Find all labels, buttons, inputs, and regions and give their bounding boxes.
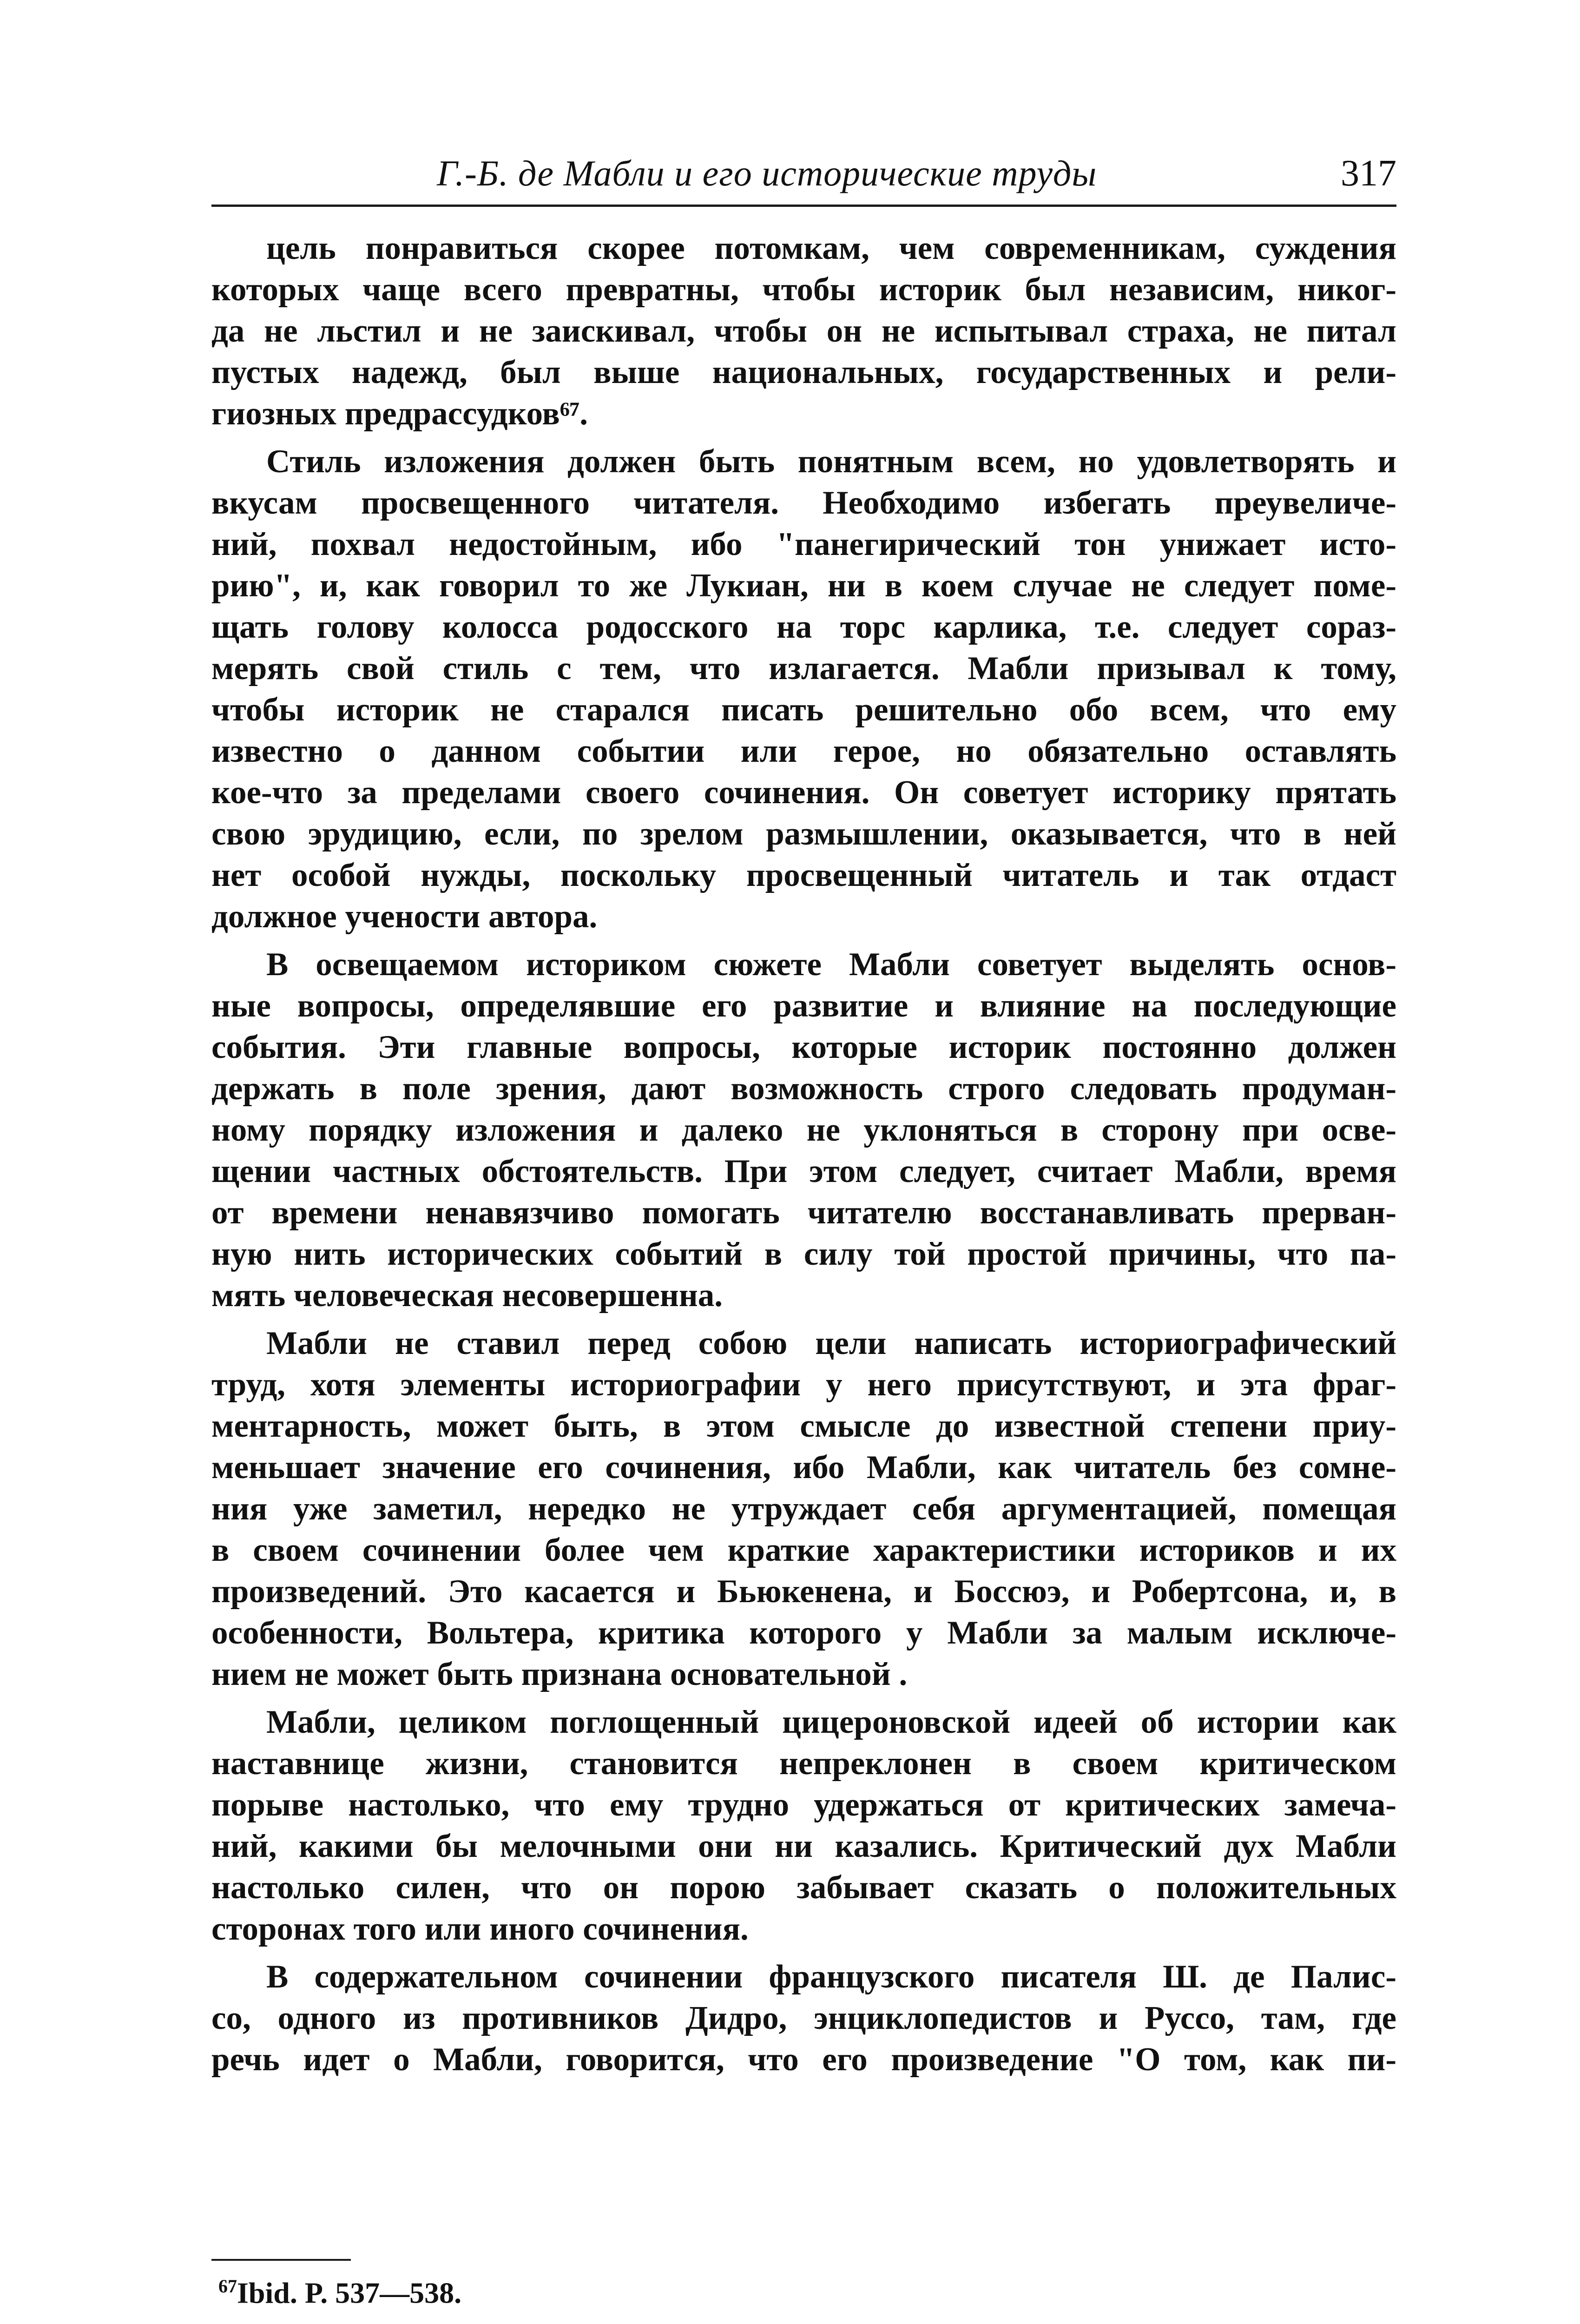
text-line: да не льстил и не заискивал, чтобы он не испытывал страха, не питал [211, 313, 1396, 349]
text-line: сторонах того или иного сочинения. [211, 1911, 749, 1947]
text-line: щении частных обстоятельств. При этом следует, считает Мабли, время [211, 1153, 1396, 1189]
text-line: речь идет о Мабли, говорится, что его произведение "О том, как пи- [211, 2041, 1396, 2078]
text-line: чтобы историк не старался писать решительно обо всем, что ему [211, 692, 1396, 728]
text-line: меньшает значение его сочинения, ибо Мабли, как читатель без сомне- [211, 1449, 1396, 1486]
paragraph [211, 441, 1396, 938]
paragraph [211, 1323, 1396, 1695]
text-line: нием не может быть признана основательной . [211, 1656, 908, 1692]
running-header [211, 149, 1396, 200]
text-line: от времени ненавязчиво помогать читателю восстанавливать прерван- [211, 1195, 1396, 1231]
text-line: рию", и, как говорил то же Лукиан, ни в коем случае не следует поме- [211, 568, 1396, 604]
text-line: ний, похвал недостойным, ибо "панегирический тон унижает исто- [211, 526, 1396, 562]
text-line: мерять свой стиль с тем, что излагается. Мабли призывал к тому, [211, 650, 1396, 687]
text-line: пустых надежд, был выше национальных, государственных и рели- [211, 354, 1396, 390]
body-text [211, 228, 1396, 2087]
text-line: гиозных предрассудков⁶⁷. [211, 396, 588, 432]
text-line: держать в поле зрения, дают возможность строго следовать продуман- [211, 1070, 1396, 1107]
text-line: В освещаемом историком сюжете Мабли советует выделять основ- [266, 946, 1396, 983]
text-line: ния уже заметил, нередко не утруждает себя аргументацией, помещая [211, 1491, 1396, 1527]
text-line: известно о данном событии или герое, но обязательно оставлять [211, 733, 1396, 769]
text-line: должное учености автора. [211, 898, 598, 935]
text-line: ментарность, может быть, в этом смысле до известной степени приу- [211, 1408, 1396, 1444]
text-line: особенности, Вольтера, критика которого у Мабли за малым исключе- [211, 1615, 1396, 1651]
text-line: которых чаще всего превратны, чтобы историк был независим, никог- [211, 271, 1396, 308]
paragraph [211, 1956, 1396, 2080]
footnote-mark: 67 [218, 2276, 237, 2297]
text-line: ные вопросы, определявшие его развитие и влияние на последующие [211, 988, 1396, 1024]
footnote-text: Ibid. P. 537—538. [237, 2276, 462, 2310]
text-line: цель понравиться скорее потомкам, чем современникам, суждения [266, 230, 1396, 266]
text-line: события. Эти главные вопросы, которые историк постоянно должен [211, 1029, 1396, 1065]
page-number: 317 [1341, 153, 1396, 194]
text-line: труд, хотя элементы историографии у него присутствуют, и эта фраг- [211, 1367, 1396, 1403]
text-line: В содержательном сочинении французского писателя Ш. де Палис- [266, 1959, 1396, 1995]
paragraph [211, 1702, 1396, 1950]
text-line: порыве настолько, что ему трудно удержаться от критических замеча- [211, 1787, 1396, 1823]
text-line: вкусам просвещенного читателя. Необходимо избегать преувеличе- [211, 485, 1396, 521]
text-line: Мабли, целиком поглощенный цицероновской идеей об истории как [266, 1704, 1396, 1740]
text-line: в своем сочинении более чем краткие характеристики историков и их [211, 1532, 1396, 1568]
footnote [218, 2275, 461, 2310]
text-line: кое-что за пределами своего сочинения. Он советует историку прятать [211, 774, 1396, 811]
header-rule [211, 205, 1396, 207]
text-line: ную нить исторических событий в силу той простой причины, что па- [211, 1236, 1396, 1272]
running-title: Г.-Б. де Мабли и его исторические труды [437, 153, 1097, 193]
text-line: наставнице жизни, становится непреклонен в своем критическом [211, 1745, 1396, 1782]
text-line: Стиль изложения должен быть понятным всем, но удовлетворять и [266, 443, 1396, 480]
text-line: Мабли не ставил перед собою цели написать историографический [266, 1325, 1396, 1361]
text-line: щать голову колосса родосского на торс карлика, т.е. следует сораз- [211, 609, 1396, 645]
paragraph [211, 228, 1396, 435]
text-line: мять человеческая несовершенна. [211, 1277, 723, 1314]
text-line: ний, какими бы мелочными они ни казались. Критический дух Мабли [211, 1828, 1396, 1864]
text-line: свою эрудицию, если, по зрелом размышлении, оказывается, что в ней [211, 816, 1396, 852]
text-line: нет особой нужды, поскольку просвещенный читатель и так отдаст [211, 857, 1396, 893]
text-line: произведений. Это касается и Бьюкенена, и Боссюэ, и Робертсона, и, в [211, 1573, 1396, 1610]
text-line: со, одного из противников Дидро, энциклопедистов и Руссо, там, где [211, 2000, 1396, 2036]
footnote-rule [211, 2259, 351, 2261]
text-line: ному порядку изложения и далеко не уклоняться в сторону при осве- [211, 1112, 1396, 1148]
paragraph [211, 944, 1396, 1316]
text-line: настолько силен, что он порою забывает сказать о положительных [211, 1869, 1396, 1906]
